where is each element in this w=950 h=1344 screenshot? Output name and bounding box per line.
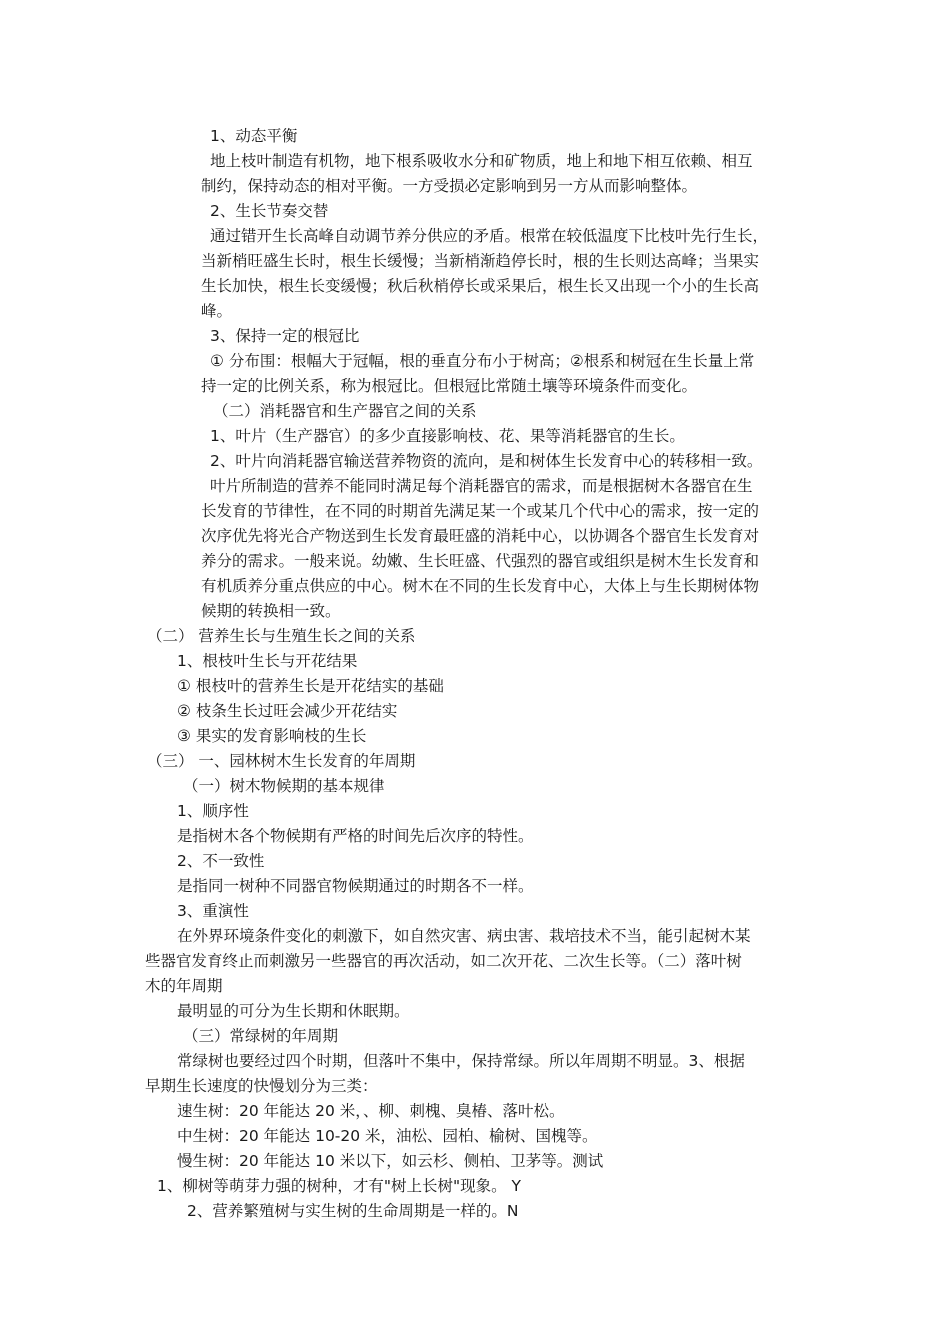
quiz-item: 2、营养繁殖树与实生树的生命周期是一样的。N xyxy=(187,1202,519,1220)
list-item: ③ 果实的发育影响枝的生长 xyxy=(177,727,367,745)
text-line: 木的年周期 xyxy=(145,977,223,995)
list-item: 中生树：20 年能达 10-20 米，油松、园柏、榆树、国槐等。 xyxy=(177,1127,598,1145)
list-item: 速生树：20 年能达 20 米，、柳、刺槐、臭椿、落叶松。 xyxy=(177,1102,565,1120)
text-line: 地上枝叶制造有机物，地下根系吸收水分和矿物质，地上和地下相互依赖、相互 xyxy=(210,152,753,170)
text-line: 次序优先将光合产物送到生长发育最旺盛的消耗中心，以协调各个器官生长发育对 xyxy=(201,527,760,545)
section-heading: （二） 营养生长与生殖生长之间的关系 xyxy=(147,627,416,645)
text-line: 3、重演性 xyxy=(177,902,249,920)
text-line: 有机质养分重点供应的中心。树木在不同的生长发育中心，大体上与生长期树体物 xyxy=(201,577,760,595)
text-line: 些器官发育终止而刺激另一些器官的再次活动，如二次开花、二次生长等。（二）落叶树 xyxy=(145,952,742,970)
text-line: 最明显的可分为生长期和休眠期。 xyxy=(177,1002,410,1020)
text-line: 是指同一树种不同器官物候期通过的时期各不一样。 xyxy=(177,877,534,895)
text-line: 早期生长速度的快慢划分为三类： xyxy=(145,1077,378,1095)
text-line: 1、根枝叶生长与开花结果 xyxy=(177,652,358,670)
subheading: （一）树木物候期的基本规律 xyxy=(183,777,385,795)
text-line: 通过错开生长高峰自动调节养分供应的矛盾。根常在较低温度下比枝叶先行生长， xyxy=(210,227,769,245)
text-line: 持一定的比例关系，称为根冠比。但根冠比常随土壤等环境条件而变化。 xyxy=(201,377,698,395)
text-line: 生长加快，根生长变缓慢；秋后秋梢停长或采果后，根生长又出现一个小的生长高 xyxy=(201,277,760,295)
subheading: （三）常绿树的年周期 xyxy=(183,1027,339,1045)
text-line: 当新梢旺盛生长时，根生长缓慢；当新梢渐趋停长时，根的生长则达高峰；当果实 xyxy=(201,252,760,270)
list-item: ① 根枝叶的营养生长是开花结实的基础 xyxy=(177,677,444,695)
text-line: 1、顺序性 xyxy=(177,802,249,820)
list-item: ② 枝条生长过旺会减少开花结实 xyxy=(177,702,398,720)
subheading-organ-relation: （二）消耗器官和生产器官之间的关系 xyxy=(213,402,477,420)
heading-dynamic-balance: 1、动态平衡 xyxy=(210,127,298,145)
text-line: ① 分布围：根幅大于冠幅，根的垂直分布小于树高；②根系和树冠在生长量上常 xyxy=(210,352,755,370)
section-heading: （三） 一、园林树木生长发育的年周期 xyxy=(147,752,416,770)
text-line: 2、叶片向消耗器官输送营养物资的流向，是和树体生长发育中心的转移相一致。 xyxy=(210,452,763,470)
text-line: 1、叶片（生产器官）的多少直接影响枝、花、果等消耗器官的生长。 xyxy=(210,427,685,445)
text-line: 制约，保持动态的相对平衡。一方受损必定影响到另一方从而影响整体。 xyxy=(201,177,698,195)
list-item: 慢生树：20 年能达 10 米以下，如云杉、侧柏、卫茅等。测试 xyxy=(177,1152,604,1170)
text-line: 候期的转换相一致。 xyxy=(201,602,341,620)
heading-growth-rhythm: 2、生长节奏交替 xyxy=(210,202,329,220)
quiz-item: 1、柳树等萌芽力强的树种，才有"树上长树"现象。 Y xyxy=(157,1177,522,1195)
text-line: 常绿树也要经过四个时期，但落叶不集中，保持常绿。所以年周期不明显。3、根据 xyxy=(177,1052,745,1070)
text-line: 是指树木各个物候期有严格的时间先后次序的特性。 xyxy=(177,827,534,845)
text-line: 峰。 xyxy=(201,302,233,320)
text-line: 长发育的节律性，在不同的时期首先满足某一个或某几个代中心的需求，按一定的 xyxy=(201,502,760,520)
text-line: 叶片所制造的营养不能同时满足每个消耗器官的需求，而是根据树木各器官在生 xyxy=(210,477,753,495)
text-line: 养分的需求。一般来说。幼嫩、生长旺盛、代强烈的器官或组织是树木生长发育和 xyxy=(201,552,760,570)
text-line: 在外界环境条件变化的刺激下，如自然灾害、病虫害、栽培技术不当，能引起树木某 xyxy=(177,927,751,945)
heading-root-shoot-ratio: 3、保持一定的根冠比 xyxy=(210,327,360,345)
text-line: 2、不一致性 xyxy=(177,852,265,870)
